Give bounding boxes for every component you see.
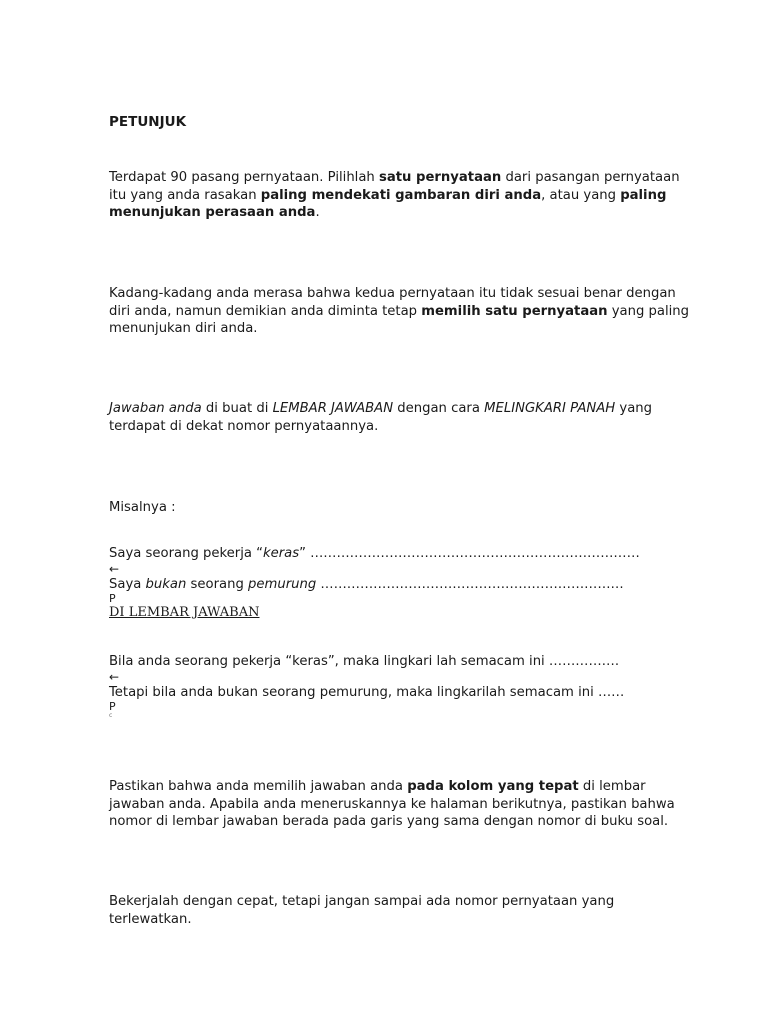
jawaban-text-2: dengan cara xyxy=(393,401,485,416)
jawaban-italic-1: Jawaban anda xyxy=(109,401,202,416)
paragraph-kadang xyxy=(109,285,699,338)
jawaban-italic-3: MELINGKARI PANAH xyxy=(484,401,616,416)
example-line2-italic-1: bukan xyxy=(145,576,187,592)
example-line-pemurung xyxy=(109,576,699,594)
page-title: PETUNJUK xyxy=(109,114,187,130)
paragraph-pastikan xyxy=(109,778,699,831)
kadang-text-1: Kadang-kadang anda merasa bahwa kedua pernyataan itu tidak sesuai benar dengan diri anda, namun demikian anda diminta tetap xyxy=(109,286,676,319)
intro-text-4: . xyxy=(315,205,320,220)
example-line2-text-c: …………………………………………………………… xyxy=(316,576,624,592)
kadang-bold-1: memilih satu pernyataan xyxy=(421,303,608,319)
symbol-p-icon: P xyxy=(109,592,116,605)
intro-text-1: Terdapat 90 pasang pernyataan. Pilihlah xyxy=(109,170,379,185)
example-line1-italic: keras xyxy=(262,546,300,561)
kadang-text-2: yang paling menunjukan diri anda. xyxy=(109,303,690,336)
example-block xyxy=(109,545,699,622)
misalnya-label: Misalnya : xyxy=(109,500,176,515)
small-mark: c xyxy=(109,712,113,719)
answer-line-pemurung: Tetapi bila anda bukan seorang pemurung, maka lingkarilah semacam ini …… xyxy=(109,684,625,700)
intro-text-2: dari pasangan pernyataan itu yang anda rasakan xyxy=(109,170,680,203)
pastikan-bold-1: pada kolom yang tepat xyxy=(407,779,579,794)
intro-text-3: , atau yang xyxy=(541,187,621,203)
answer-block xyxy=(109,653,699,720)
pastikan-text-1: Pastikan bahwa anda memilih jawaban anda xyxy=(109,779,408,794)
example-line2-italic-2: pemurung xyxy=(248,576,317,592)
pastikan-text-2: di lembar jawaban anda. Apabila anda meneruskannya ke halaman berikutnya, pastikan bahwa nomor di lembar jawaban berada pada garis yang sama dengan nomor di buku soal. xyxy=(109,779,675,829)
jawaban-text-1: di buat di xyxy=(201,401,273,416)
intro-bold-1: satu pernyataan xyxy=(378,170,502,185)
intro-bold-2: paling mendekati gambaran diri anda xyxy=(260,187,542,203)
jawaban-italic-2: LEMBAR JAWABAN xyxy=(272,401,394,416)
example-line-keras xyxy=(109,545,699,563)
lembar-jawaban-heading: DI LEMBAR JAWABAN xyxy=(109,605,260,620)
example-line2-text-b: seorang xyxy=(186,576,249,592)
jawaban-text-3: yang terdapat di dekat nomor pernyataannya. xyxy=(109,401,653,434)
left-arrow-icon: ← xyxy=(109,561,120,576)
paragraph-bekerjalah: Bekerjalah dengan cepat, tetapi jangan sampai ada nomor pernyataan yang terlewatkan. xyxy=(109,894,615,927)
answer-line-keras: Bila anda seorang pekerja “keras”, maka lingkari lah semacam ini ……………. xyxy=(109,654,620,669)
symbol-p-icon: P xyxy=(109,700,116,713)
paragraph-intro xyxy=(109,169,699,222)
example-line1-text-a: Saya seorang pekerja “ xyxy=(109,546,263,561)
example-line2-text-a: Saya xyxy=(109,576,146,592)
example-line1-text-b: ” ………………………………………………………………… xyxy=(299,546,640,561)
left-arrow-icon: ← xyxy=(109,669,120,684)
paragraph-jawaban xyxy=(109,400,699,435)
intro-bold-3: paling menunjukan perasaan anda xyxy=(109,187,667,220)
